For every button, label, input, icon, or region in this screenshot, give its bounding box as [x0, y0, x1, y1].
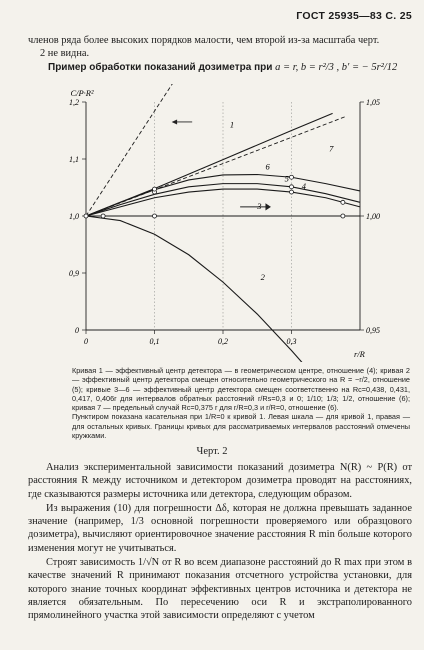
series-line	[86, 175, 360, 216]
intro-text	[28, 34, 410, 60]
y-axis-label: C/P·R²	[70, 88, 94, 98]
boundary-marker	[153, 187, 157, 191]
example-title-formula: a = r, b = r²/3 , b′ = − 5r²/12	[275, 62, 398, 73]
paragraph-2: Из выражения (10) для погрешности Δδ, которая не должна превышать заданное значение (например, 1/3 основной погрешности проверяемого или образцового дозиметра), вычисляют ориентировочное значение расстояния R min больше которого изменения могут не учитываться.	[28, 502, 412, 554]
boundary-marker	[101, 214, 105, 218]
x-tick-label: 0	[84, 337, 88, 346]
curve-label: 3	[257, 201, 262, 212]
chart	[24, 84, 384, 362]
y-tick-label-left: 0	[75, 326, 79, 335]
boundary-marker	[153, 214, 157, 218]
x-axis-label: r/R	[354, 349, 365, 359]
curve-label: 6	[265, 161, 270, 172]
curve-label: 5	[284, 173, 289, 184]
curve-label: 4	[301, 181, 307, 192]
example-title	[48, 62, 408, 73]
paragraph-1: Анализ экспериментальной зависимости показаний дозиметра N(R) ~ P(R) от расстояния R между источником и детектором дозиметра проводят на расстояниях, где сказываются размеры источника или детектора, следующим образом.	[28, 462, 412, 500]
paragraph-3: Строят зависимость 1/√N от R во всем диапазоне расстояний до R max при этом в качестве значений R принимают показания отсчетного устройства установки, для которого знание точных координат эффективных центров источника и детектора не является обязательным. По пересечению оси R и экстраполированного прямолинейного участка этой зависимости определяют с учетом	[28, 557, 412, 622]
caption-text: Кривая 1 — эффективный центр детектора — в геометрическом центре, отношение (4); кривая 2 — эффективный центр детектора смещен относительно геометрического на R = −r/2, отношение (5); кривые 3—6 — эффективный центр детектора смещен соответственно на Rc=0,438, 0,431, 0,417, 0,406r для интервалов обратных расстояний r/Rs=0,3 и 0; 1/10; 1/3; 1/2, отношение (6); кривая 7 — предельный случай Rc=0,375 r для r/R=0,3 и r/R=0, отношение (6).	[72, 366, 410, 413]
curve-label: 7	[329, 143, 334, 154]
x-tick-label: 0,2	[218, 337, 228, 346]
curve-label: 2	[260, 271, 265, 282]
caption-note: Пунктиром показана касательная при 1/R=0 к кривой 1. Левая шкала — для кривой 1, правая — для остальных кривых. Границы кривых для рассматриваемых интервалов расстояний отмечены кружками.	[72, 412, 410, 441]
y-tick-label-left: 0,9	[69, 269, 79, 278]
y-tick-label-right: 0,95	[366, 326, 380, 335]
y-tick-label-right: 1,05	[366, 98, 380, 107]
curve-label: 1	[229, 119, 235, 130]
y-tick-label-right: 1,00	[366, 212, 380, 221]
intro-line-2: 2 не видна.	[40, 48, 90, 59]
figure-label: Черт. 2	[196, 446, 228, 457]
boundary-marker	[84, 214, 88, 218]
boundary-marker	[290, 185, 294, 189]
y-tick-label-left: 1,2	[69, 98, 79, 107]
page-header: ГОСТ 25935—83 С. 25	[296, 10, 412, 22]
series-line	[86, 113, 333, 216]
intro-line-1: членов ряда более высоких порядков малости, чем второй из-за масштаба черт.	[28, 35, 380, 46]
boundary-marker	[290, 175, 294, 179]
boundary-marker	[290, 190, 294, 194]
arrow-left-icon	[172, 119, 177, 124]
boundary-marker	[341, 200, 345, 204]
figure	[24, 84, 384, 367]
figure-caption	[72, 366, 410, 440]
y-tick-label-left: 1,1	[69, 155, 79, 164]
arrow-right-icon	[265, 203, 270, 210]
example-title-text: Пример обработки показаний дозиметра при	[48, 62, 273, 73]
boundary-marker	[341, 214, 345, 218]
x-tick-label: 0,3	[286, 337, 297, 346]
body-text	[28, 461, 412, 623]
y-tick-label-left: 1,0	[69, 212, 79, 221]
x-tick-label: 0,1	[149, 337, 160, 346]
